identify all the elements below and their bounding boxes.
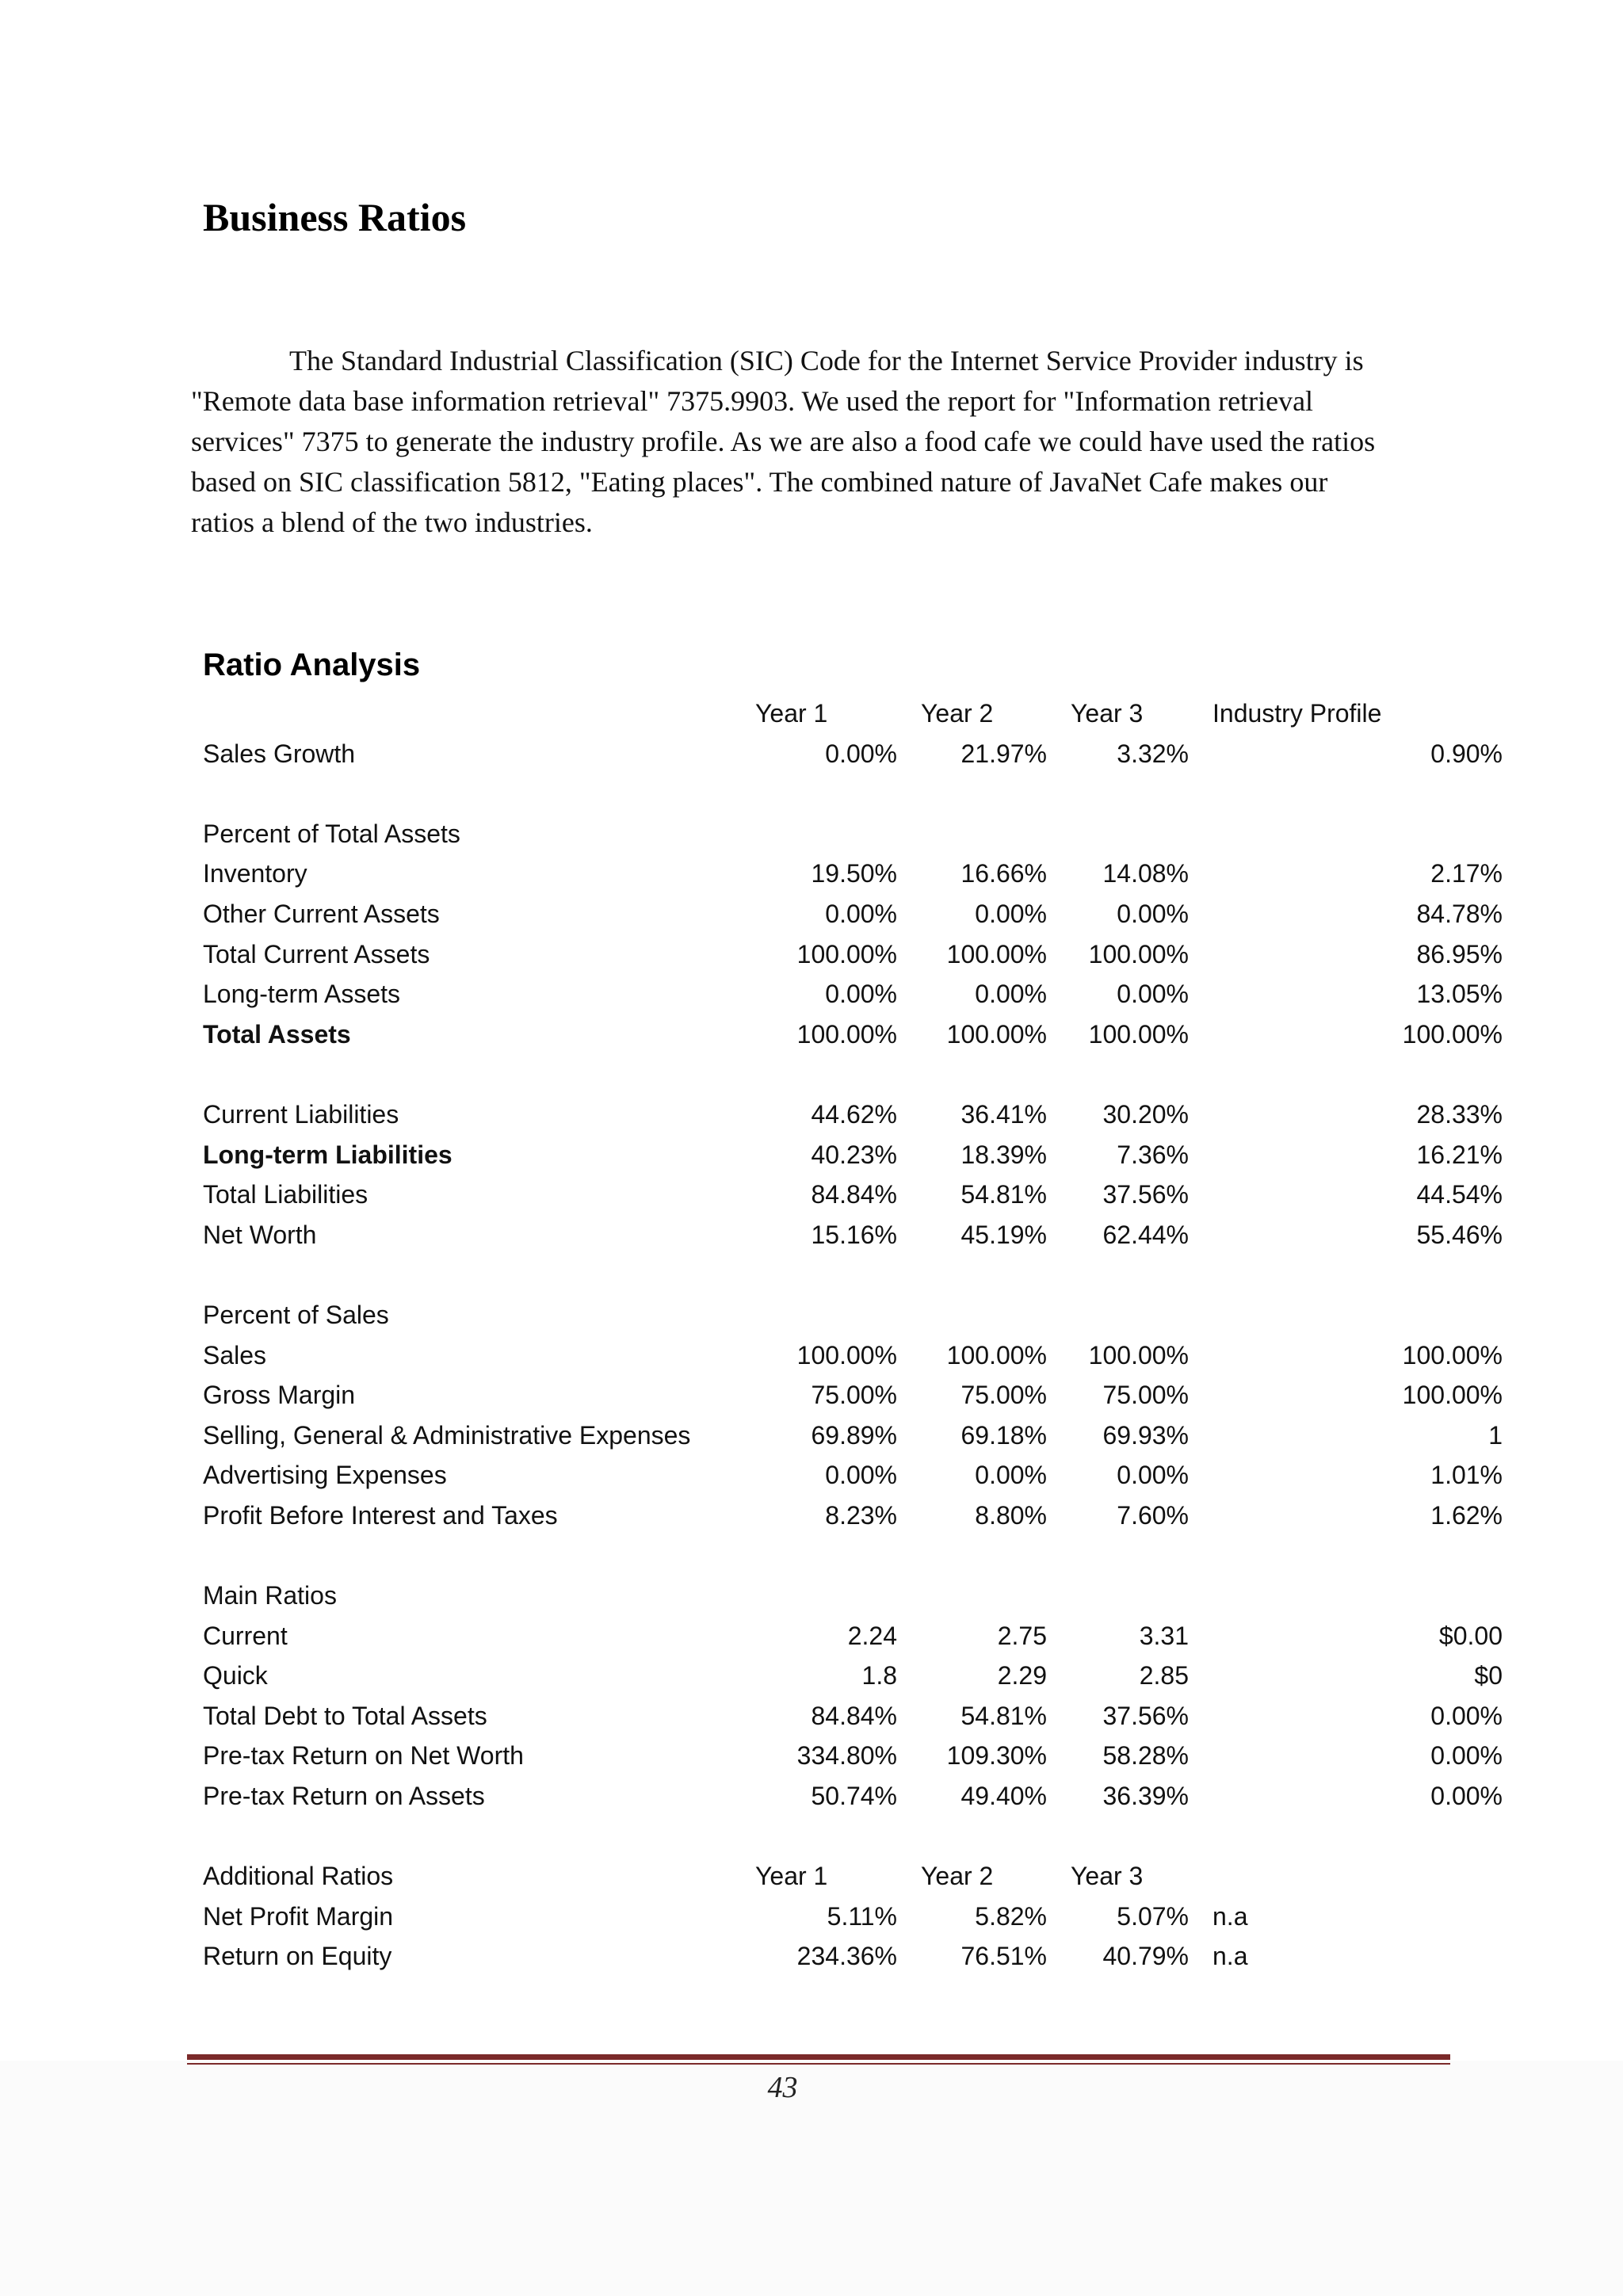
value-industry: 1.01%	[1430, 1461, 1503, 1490]
value-year1: 334.80%	[796, 1741, 897, 1771]
value-year3: 2.85	[1139, 1661, 1189, 1690]
value-year3: 100.00%	[1088, 1340, 1189, 1370]
value-year2: 0.00%	[975, 1461, 1047, 1490]
value-year1: 19.50%	[811, 859, 897, 888]
row-spacer	[203, 1255, 1503, 1295]
group-label: Percent of Total Assets	[203, 819, 460, 848]
value-year1: 1.8	[861, 1661, 897, 1690]
row-label: Total Liabilities	[203, 1180, 369, 1209]
column-header: Year 2	[921, 1862, 994, 1891]
value-industry: 44.54%	[1416, 1180, 1503, 1209]
value-year3: 37.56%	[1102, 1180, 1189, 1209]
table-row	[203, 1455, 1503, 1496]
value-year2: 54.81%	[960, 1180, 1047, 1209]
row-label: Pre-tax Return on Assets	[203, 1782, 485, 1811]
value-year1: 69.89%	[811, 1420, 897, 1450]
value-year1: 234.36%	[796, 1942, 897, 1971]
value-year2: 18.39%	[960, 1140, 1047, 1169]
row-spacer	[203, 774, 1503, 814]
value-year1: 0.00%	[825, 1461, 897, 1490]
column-header: Year 2	[921, 699, 994, 728]
value-industry: $0.00	[1438, 1621, 1503, 1650]
value-year3: 100.00%	[1088, 1019, 1189, 1049]
value-year2: 21.97%	[960, 739, 1047, 768]
value-year3: 62.44%	[1102, 1220, 1189, 1249]
value-year2: 0.00%	[975, 980, 1047, 1009]
column-header: Year 3	[1071, 1862, 1144, 1891]
intro-line: ratios a blend of the two industries.	[191, 506, 593, 538]
table-row	[203, 1696, 1503, 1736]
row-label: Inventory	[203, 859, 307, 888]
intro-line: "Remote data base information retrieval" 7375.9903. We used the report for "Information retrieval	[191, 385, 1314, 417]
row-label: Quick	[203, 1661, 268, 1690]
column-header: Year 3	[1071, 699, 1144, 728]
value-year1: 8.23%	[825, 1500, 897, 1530]
footer-divider-thin	[187, 2063, 1450, 2065]
intro-line: based on SIC classification 5812, "Eating places". The combined nature of JavaNet Cafe makes our	[191, 466, 1328, 498]
value-year2: 100.00%	[946, 1340, 1047, 1370]
row-spacer	[203, 1054, 1503, 1095]
table-row	[203, 1936, 1503, 1977]
value-industry-note: n.a	[1212, 1942, 1248, 1971]
value-industry: 2.17%	[1430, 859, 1503, 888]
row-label: Sales	[203, 1340, 267, 1370]
value-year3: 100.00%	[1088, 939, 1189, 968]
value-year3: 0.00%	[1117, 899, 1189, 928]
table-row	[203, 1375, 1503, 1415]
value-year1: 84.84%	[811, 1180, 897, 1209]
value-year1: 100.00%	[796, 1019, 897, 1049]
table-row	[203, 894, 1503, 934]
table-row	[203, 1776, 1503, 1817]
value-year1: 15.16%	[811, 1220, 897, 1249]
table-row	[203, 854, 1503, 894]
page-title: Business Ratios	[203, 195, 467, 239]
intro-paragraph	[191, 341, 1443, 543]
row-label: Total Assets	[203, 1019, 351, 1049]
row-label: Total Current Assets	[203, 939, 430, 968]
table-row	[203, 1496, 1503, 1536]
intro-line: The Standard Industrial Classification (SIC) Code for the Internet Service Provider industry is	[289, 345, 1364, 376]
footer-divider	[187, 2054, 1450, 2060]
value-industry: 0.00%	[1430, 1782, 1503, 1811]
value-year3: 58.28%	[1102, 1741, 1189, 1771]
value-industry: 100.00%	[1402, 1340, 1503, 1370]
value-year2: 69.18%	[960, 1420, 1047, 1450]
table-row	[203, 974, 1503, 1014]
value-industry-note: n.a	[1212, 1901, 1248, 1931]
value-year2: 109.30%	[946, 1741, 1047, 1771]
table-row	[203, 1135, 1503, 1175]
column-header: Year 1	[755, 1862, 828, 1891]
group-label: Additional Ratios	[203, 1862, 394, 1891]
value-year2: 0.00%	[975, 899, 1047, 928]
value-industry: 86.95%	[1416, 939, 1503, 968]
page-number: 43	[767, 2071, 798, 2104]
value-year3: 7.36%	[1117, 1140, 1189, 1169]
table-row	[203, 734, 1503, 774]
value-year2: 76.51%	[960, 1942, 1047, 1971]
value-year2: 45.19%	[960, 1220, 1047, 1249]
value-year3: 3.32%	[1117, 739, 1189, 768]
row-label: Current	[203, 1621, 288, 1650]
value-year2: 49.40%	[960, 1782, 1047, 1811]
group-label: Percent of Sales	[203, 1300, 389, 1329]
value-industry: 84.78%	[1416, 899, 1503, 928]
value-year1: 75.00%	[811, 1381, 897, 1410]
value-year3: 14.08%	[1102, 859, 1189, 888]
row-label: Net Worth	[203, 1220, 317, 1249]
additional-ratios-header-row	[203, 1856, 1503, 1897]
value-year3: 3.31	[1139, 1621, 1189, 1650]
value-year2: 100.00%	[946, 1019, 1047, 1049]
row-label: Current Liabilities	[203, 1099, 399, 1129]
value-year2: 2.29	[997, 1661, 1047, 1690]
row-label: Total Debt to Total Assets	[203, 1701, 487, 1730]
value-year1: 5.11%	[827, 1901, 897, 1931]
ratio-analysis-heading: Ratio Analysis	[203, 648, 421, 682]
row-label: Profit Before Interest and Taxes	[203, 1500, 558, 1530]
column-header: Industry Profile	[1212, 699, 1382, 728]
group-label-row	[203, 814, 1503, 854]
value-industry: 0.90%	[1430, 739, 1503, 768]
row-spacer	[203, 1817, 1503, 1857]
group-label-row	[203, 1295, 1503, 1335]
value-industry: 0.00%	[1430, 1701, 1503, 1730]
value-industry: 100.00%	[1402, 1019, 1503, 1049]
value-year3: 0.00%	[1117, 1461, 1189, 1490]
table-row	[203, 1415, 1503, 1456]
value-year1: 40.23%	[811, 1140, 897, 1169]
table-row	[203, 1616, 1503, 1656]
table-row	[203, 934, 1503, 975]
value-year3: 0.00%	[1117, 980, 1189, 1009]
table-row	[203, 1014, 1503, 1055]
row-spacer	[203, 1535, 1503, 1576]
group-label: Main Ratios	[203, 1581, 337, 1610]
value-year3: 36.39%	[1102, 1782, 1189, 1811]
value-industry: 1.62%	[1430, 1500, 1503, 1530]
value-industry: 1	[1488, 1420, 1503, 1450]
value-year2: 2.75	[997, 1621, 1047, 1650]
row-label: Selling, General & Administrative Expenses	[203, 1420, 691, 1450]
value-year1: 100.00%	[796, 1340, 897, 1370]
value-industry: 0.00%	[1430, 1741, 1503, 1771]
value-industry: $0	[1474, 1661, 1503, 1690]
value-year2: 100.00%	[946, 939, 1047, 968]
value-industry: 28.33%	[1416, 1099, 1503, 1129]
table-row	[203, 1095, 1503, 1135]
row-label: Sales Growth	[203, 739, 356, 768]
value-year2: 75.00%	[960, 1381, 1047, 1410]
group-label-row	[203, 1576, 1503, 1616]
value-year1: 0.00%	[825, 739, 897, 768]
table-header-row	[203, 693, 1503, 734]
value-year2: 16.66%	[960, 859, 1047, 888]
value-year1: 2.24	[847, 1621, 897, 1650]
value-year1: 50.74%	[811, 1782, 897, 1811]
value-year1: 100.00%	[796, 939, 897, 968]
table-row	[203, 1897, 1503, 1937]
value-year3: 69.93%	[1102, 1420, 1189, 1450]
value-year2: 5.82%	[975, 1901, 1047, 1931]
value-year3: 40.79%	[1102, 1942, 1189, 1971]
value-year2: 54.81%	[960, 1701, 1047, 1730]
value-year3: 30.20%	[1102, 1099, 1189, 1129]
value-industry: 16.21%	[1416, 1140, 1503, 1169]
value-year1: 84.84%	[811, 1701, 897, 1730]
intro-line: services" 7375 to generate the industry profile. As we are also a food cafe we could have used the ratios	[191, 426, 1376, 457]
row-label: Long-term Assets	[203, 980, 400, 1009]
table-row	[203, 1736, 1503, 1776]
value-year2: 8.80%	[975, 1500, 1047, 1530]
ratio-table	[203, 693, 1503, 1977]
row-label: Net Profit Margin	[203, 1901, 394, 1931]
value-year1: 0.00%	[825, 980, 897, 1009]
value-year3: 5.07%	[1117, 1901, 1189, 1931]
row-label: Advertising Expenses	[203, 1461, 447, 1490]
value-year3: 7.60%	[1117, 1500, 1189, 1530]
table-row	[203, 1215, 1503, 1255]
value-year3: 75.00%	[1102, 1381, 1189, 1410]
value-year3: 37.56%	[1102, 1701, 1189, 1730]
row-label: Pre-tax Return on Net Worth	[203, 1741, 524, 1771]
value-industry: 13.05%	[1416, 980, 1503, 1009]
value-industry: 55.46%	[1416, 1220, 1503, 1249]
table-row	[203, 1656, 1503, 1696]
column-header: Year 1	[755, 699, 828, 728]
table-row	[203, 1175, 1503, 1215]
row-label: Gross Margin	[203, 1381, 356, 1410]
row-label: Other Current Assets	[203, 899, 440, 928]
value-year1: 44.62%	[811, 1099, 897, 1129]
value-year2: 36.41%	[960, 1099, 1047, 1129]
value-industry: 100.00%	[1402, 1381, 1503, 1410]
value-year1: 0.00%	[825, 899, 897, 928]
table-row	[203, 1335, 1503, 1376]
row-label: Long-term Liabilities	[203, 1140, 453, 1169]
row-label: Return on Equity	[203, 1942, 392, 1971]
